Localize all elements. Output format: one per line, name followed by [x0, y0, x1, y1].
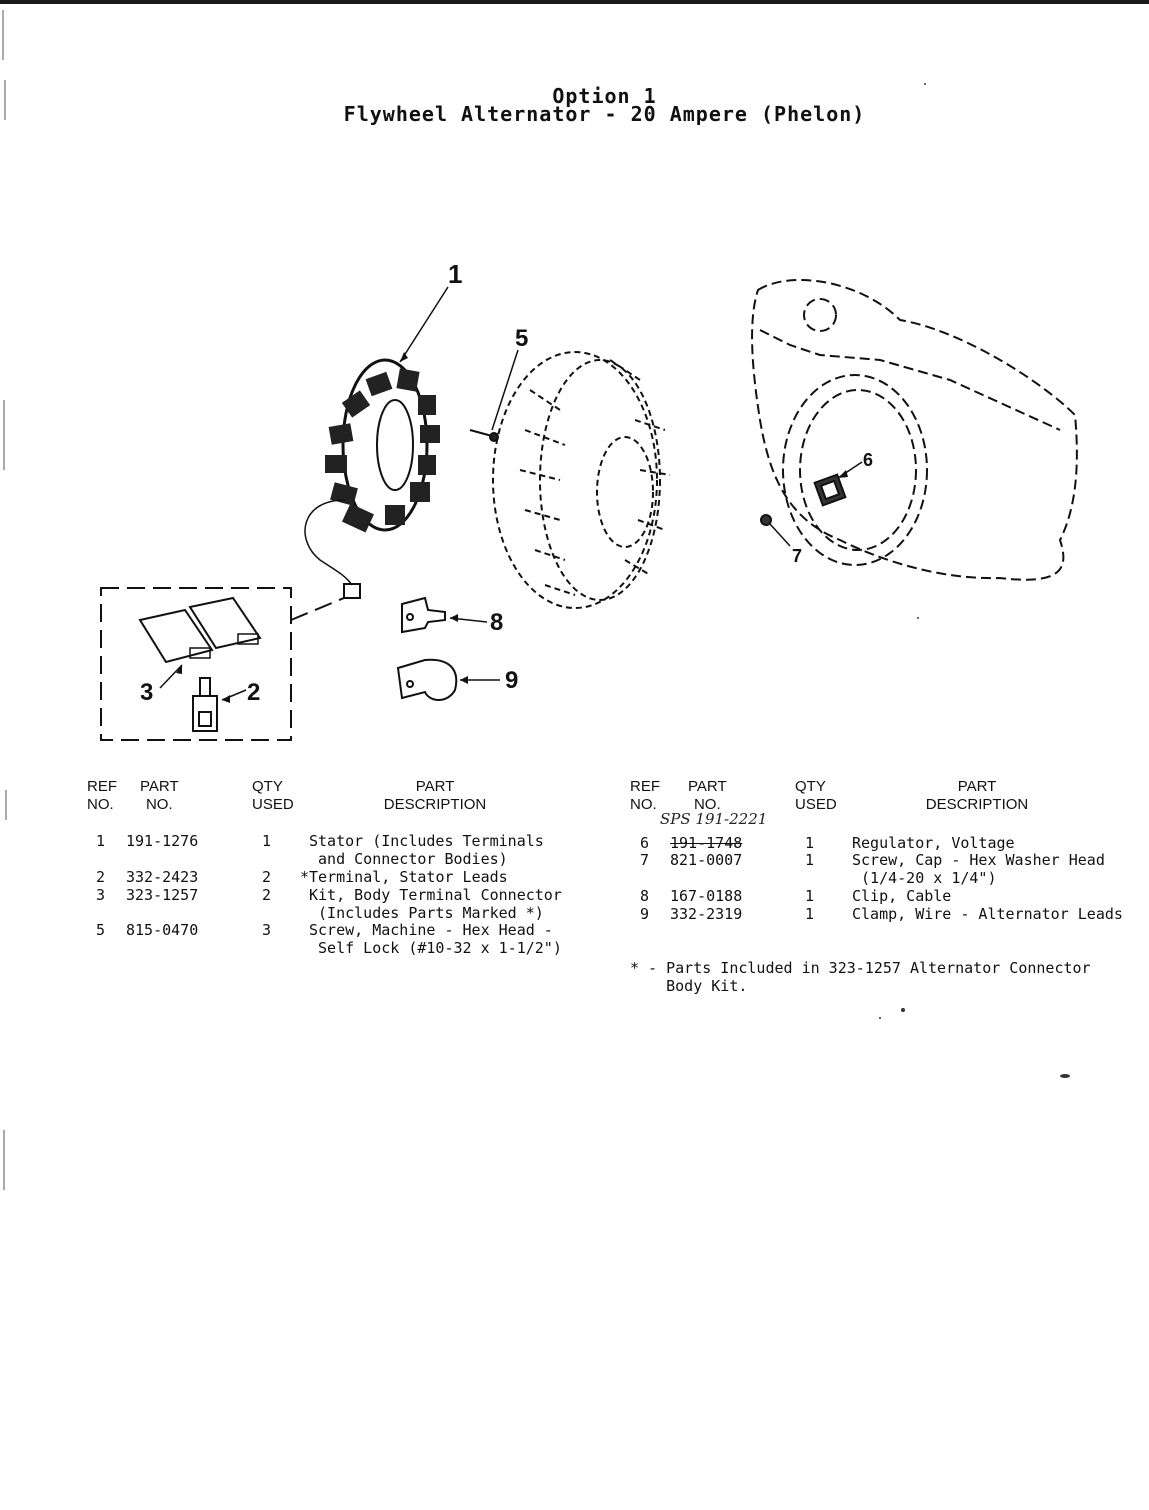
footnote-line: Body Kit.: [630, 977, 748, 995]
part-description: Screw, Machine - Hex Head -: [309, 921, 553, 939]
footnote-line: * - Parts Included in 323-1257 Alternator Connector: [630, 959, 1091, 977]
ref-no: 1: [96, 832, 106, 850]
blower-housing-illustration: [752, 280, 1077, 580]
right-header-qty: QTY USED: [795, 778, 837, 813]
right-header-ref: REF NO.: [630, 778, 660, 813]
callout-3: 3: [140, 679, 154, 706]
callout-9: 9: [505, 667, 519, 694]
ref-no: 7: [640, 851, 650, 869]
regulator-illustration: [815, 475, 846, 506]
part-description: (Includes Parts Marked *): [309, 904, 544, 922]
right-header-desc: PART DESCRIPTION: [925, 778, 1029, 813]
qty-used: 2: [262, 886, 272, 904]
ref-no: 3: [96, 886, 106, 904]
part-description: and Connector Bodies): [309, 850, 508, 868]
part-no-struck: 191-1748: [670, 834, 743, 852]
ref-no: 5: [96, 921, 106, 939]
part-no: 821-0007: [670, 851, 743, 869]
callout-5: 5: [515, 325, 529, 352]
part-description: Clamp, Wire - Alternator Leads: [852, 905, 1123, 923]
part-description: Kit, Body Terminal Connector: [309, 886, 562, 904]
qty-used: 1: [262, 832, 272, 850]
part-description: *Terminal, Stator Leads: [300, 868, 508, 886]
handwritten-supersede-note: SPS 191-2221: [660, 810, 768, 828]
qty-used: 1: [805, 905, 815, 923]
stator-illustration: [305, 360, 440, 598]
qty-used: 1: [805, 887, 815, 905]
callout-8: 8: [490, 609, 504, 636]
wire-clamp-illustration: [398, 660, 456, 700]
part-description: Clip, Cable: [852, 887, 952, 905]
callout-6: 6: [863, 450, 874, 470]
terminal-illustration: [193, 678, 217, 731]
left-header-qty: QTY USED: [252, 778, 294, 813]
part-no: 815-0470: [126, 921, 199, 939]
cap-screw-illustration: [761, 515, 771, 525]
qty-used: 2: [262, 868, 272, 886]
right-header-part: PART NO.: [688, 778, 727, 813]
page-title: Flywheel Alternator - 20 Ampere (Phelon): [343, 102, 866, 126]
left-header-desc: PART DESCRIPTION: [383, 778, 487, 813]
connector-body-illustration: [140, 598, 260, 662]
screw-illustration: [470, 430, 498, 441]
part-no: 332-2423: [126, 868, 199, 886]
callout-2: 2: [247, 679, 261, 706]
part-description: (1/4-20 x 1/4"): [852, 869, 997, 887]
left-header-part: PART NO.: [140, 778, 179, 813]
part-no: 332-2319: [670, 905, 743, 923]
part-description: Stator (Includes Terminals: [309, 832, 544, 850]
connector-kit-box: [101, 588, 344, 740]
qty-used: 1: [805, 834, 815, 852]
ref-no: 6: [640, 834, 650, 852]
part-no: 323-1257: [126, 886, 199, 904]
part-no: 167-0188: [670, 887, 743, 905]
left-header-ref: REF NO.: [87, 778, 117, 813]
leader-lines: [160, 287, 862, 700]
part-description: Self Lock (#10-32 x 1-1/2"): [309, 939, 562, 957]
part-description: Screw, Cap - Hex Washer Head: [852, 851, 1105, 869]
callout-7: 7: [792, 546, 803, 566]
cable-clip-illustration: [402, 598, 445, 632]
part-no: 191-1276: [126, 832, 199, 850]
ref-no: 9: [640, 905, 650, 923]
flywheel-illustration: [493, 352, 670, 608]
callout-1: 1: [448, 259, 463, 289]
qty-used: 3: [262, 921, 272, 939]
option-title: Option 1: [552, 84, 657, 108]
ref-no: 8: [640, 887, 650, 905]
part-description: Regulator, Voltage: [852, 834, 1015, 852]
ref-no: 2: [96, 868, 106, 886]
qty-used: 1: [805, 851, 815, 869]
